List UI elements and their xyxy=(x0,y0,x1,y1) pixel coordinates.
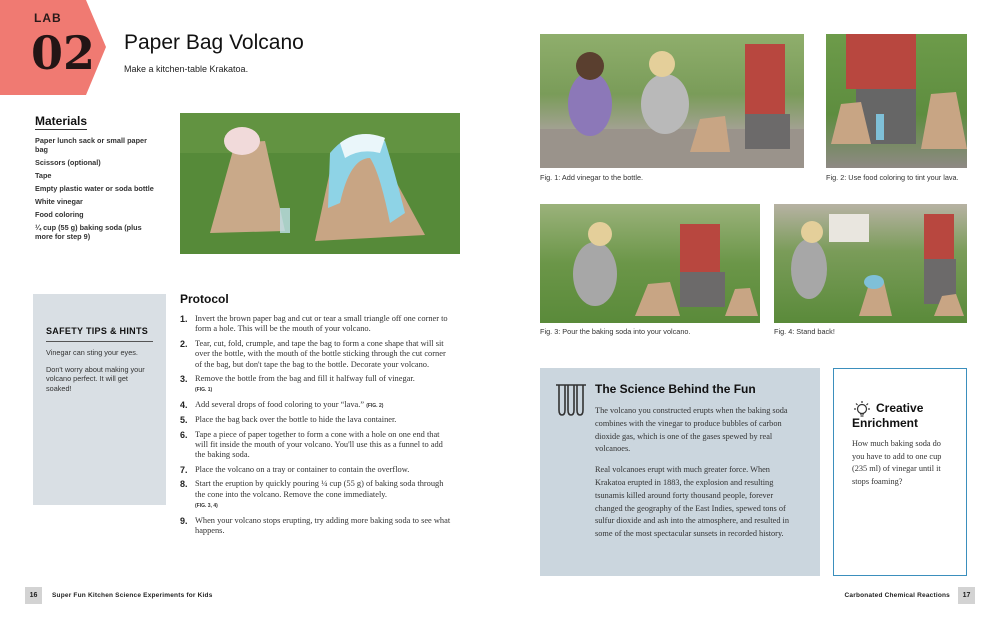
materials-item: Paper lunch sack or small paper bag xyxy=(35,136,147,154)
protocol-step xyxy=(180,479,452,511)
step-text-body: Tear, cut, fold, crumple, and tape the bag to form a cone shape that will sit over the bottle, with the mouth of the bottle sticking through the cut corner of the bag, but don't tape the bag to the bottle. Decorate your volcano. xyxy=(195,338,446,369)
safety-divider xyxy=(46,341,153,342)
page-number-right: 17 xyxy=(958,587,975,604)
enrichment-text: How much baking soda do you have to add to one cup (235 ml) of vinegar until it stops foaming? xyxy=(852,439,942,486)
lab-number: 02 xyxy=(31,26,96,80)
step-text xyxy=(195,415,396,425)
step-text xyxy=(195,339,452,370)
step-text-body: Remove the bottle from the bag and fill it halfway full of vinegar. xyxy=(195,374,415,384)
safety-tip: Don't worry about making your volcano perfect. It will get soaked! xyxy=(46,364,145,393)
step-number: 9. xyxy=(180,515,188,526)
science-box xyxy=(540,368,820,576)
footer-chapter-title: Carbonated Chemical Reactions xyxy=(844,592,950,599)
materials-list xyxy=(35,136,160,241)
protocol-step xyxy=(180,465,452,475)
fig1-caption: Fig. 1: Add vinegar to the bottle. xyxy=(540,173,644,182)
step-text-body: Place the bag back over the bottle to hide the lava container. xyxy=(195,415,397,425)
fig1-photo xyxy=(540,34,804,168)
materials-item: Scissors (optional) xyxy=(35,158,101,167)
materials-heading: Materials xyxy=(35,114,88,128)
protocol-step xyxy=(180,314,452,335)
fig1-illustration xyxy=(540,34,804,168)
protocol-step xyxy=(180,430,452,461)
step-text xyxy=(195,479,452,511)
fig2-photo xyxy=(826,34,967,168)
science-heading: The Science Behind the Fun xyxy=(595,382,756,396)
protocol-step xyxy=(180,374,452,396)
fig3-caption: Fig. 3: Pour the baking soda into your volcano. xyxy=(540,327,691,336)
volcano-photo xyxy=(180,113,460,254)
step-text xyxy=(195,374,415,396)
fig4-illustration xyxy=(774,204,967,323)
step-text xyxy=(195,400,383,411)
step-text-body: Place the volcano on a tray or container to contain the overflow. xyxy=(195,464,410,474)
test-tubes-icon xyxy=(555,383,587,417)
science-paragraph: The volcano you constructed erupts when the baking soda combines with the vinegar to produce bubbles of carbon dioxide gas, which is one of the gases spewed by real volcanoes. xyxy=(595,406,788,454)
protocol-step xyxy=(180,415,452,425)
step-text xyxy=(195,430,452,461)
step-number: 3. xyxy=(180,374,188,385)
protocol-heading: Protocol xyxy=(180,292,229,306)
protocol-step xyxy=(180,339,452,370)
enrichment-heading-line2: Enrichment xyxy=(852,416,919,430)
materials-item: White vinegar xyxy=(35,197,83,206)
fig4-photo xyxy=(774,204,967,323)
fig-reference: (FIG. 1) xyxy=(195,387,213,394)
step-text-body: Start the eruption by quickly pouring ¼ cup (55 g) of baking soda through the cone into the volcano. Remove the cone immediately. xyxy=(195,479,444,499)
page-title: Paper Bag Volcano xyxy=(124,31,304,54)
science-paragraph: Real volcanoes erupt with much greater force. When Krakatoa erupted in 1883, the explosion and resulting tsunamis killed around forty thousand people, forever changed the geography of the East Indies, spewed tons of sulfur dioxide and ash into the atmosphere, and resulted in some of the most spectacular sunsets in recorded history. xyxy=(595,465,790,539)
materials-section xyxy=(35,112,160,245)
fig3-illustration xyxy=(540,204,760,323)
fig2-illustration xyxy=(826,34,967,168)
safety-tips-box xyxy=(33,294,166,505)
page-number-left: 16 xyxy=(25,587,42,604)
materials-item: ¼ cup (55 g) baking soda (plus more for step 9) xyxy=(35,223,142,241)
lightbulb-icon xyxy=(851,401,873,419)
step-number: 8. xyxy=(180,479,188,490)
safety-tip: Vinegar can sting your eyes. xyxy=(46,348,138,357)
page-subtitle: Make a kitchen-table Krakatoa. xyxy=(124,64,249,74)
step-number: 2. xyxy=(180,338,188,349)
fig2-caption: Fig. 2: Use food coloring to tint your lava. xyxy=(826,173,959,182)
materials-item: Empty plastic water or soda bottle xyxy=(35,184,154,193)
materials-item: Tape xyxy=(35,171,52,180)
step-text xyxy=(195,465,409,475)
protocol-step xyxy=(180,400,452,411)
protocol-section xyxy=(180,292,452,540)
materials-item: Food coloring xyxy=(35,210,84,219)
step-number: 7. xyxy=(180,464,188,475)
step-text xyxy=(195,314,452,335)
fig3-photo xyxy=(540,204,760,323)
enrichment-box xyxy=(833,368,967,576)
step-text-body: When your volcano stops erupting, try adding more baking soda to see what happens. xyxy=(195,515,451,535)
lab-label: LAB xyxy=(34,11,62,25)
step-number: 6. xyxy=(180,429,188,440)
step-number: 5. xyxy=(180,415,188,426)
fig4-caption: Fig. 4: Stand back! xyxy=(774,327,835,336)
step-text-body: Tape a piece of paper together to form a cone with a hole on one end that will fit inside the mouth of your volcano. You'll use this as a funnel to add the baking soda. xyxy=(195,429,443,460)
fig-reference: (FIG. 3, 4) xyxy=(195,503,218,510)
step-number: 4. xyxy=(180,399,188,410)
fig-reference: (FIG. 2) xyxy=(366,402,384,409)
safety-heading: SAFETY TIPS & HINTS xyxy=(46,326,149,336)
footer-book-title: Super Fun Kitchen Science Experiments for Kids xyxy=(52,592,213,599)
step-text-body: Invert the brown paper bag and cut or tear a small triangle off one corner to form a hole. This will be the mouth of your volcano. xyxy=(195,314,448,334)
volcano-illustration xyxy=(180,113,460,254)
protocol-step xyxy=(180,516,452,537)
step-text xyxy=(195,516,452,537)
enrichment-heading-line1: Creative xyxy=(876,401,924,415)
step-number: 1. xyxy=(180,314,188,324)
step-text-body: Add several drops of food coloring to your “lava.” xyxy=(195,399,365,409)
